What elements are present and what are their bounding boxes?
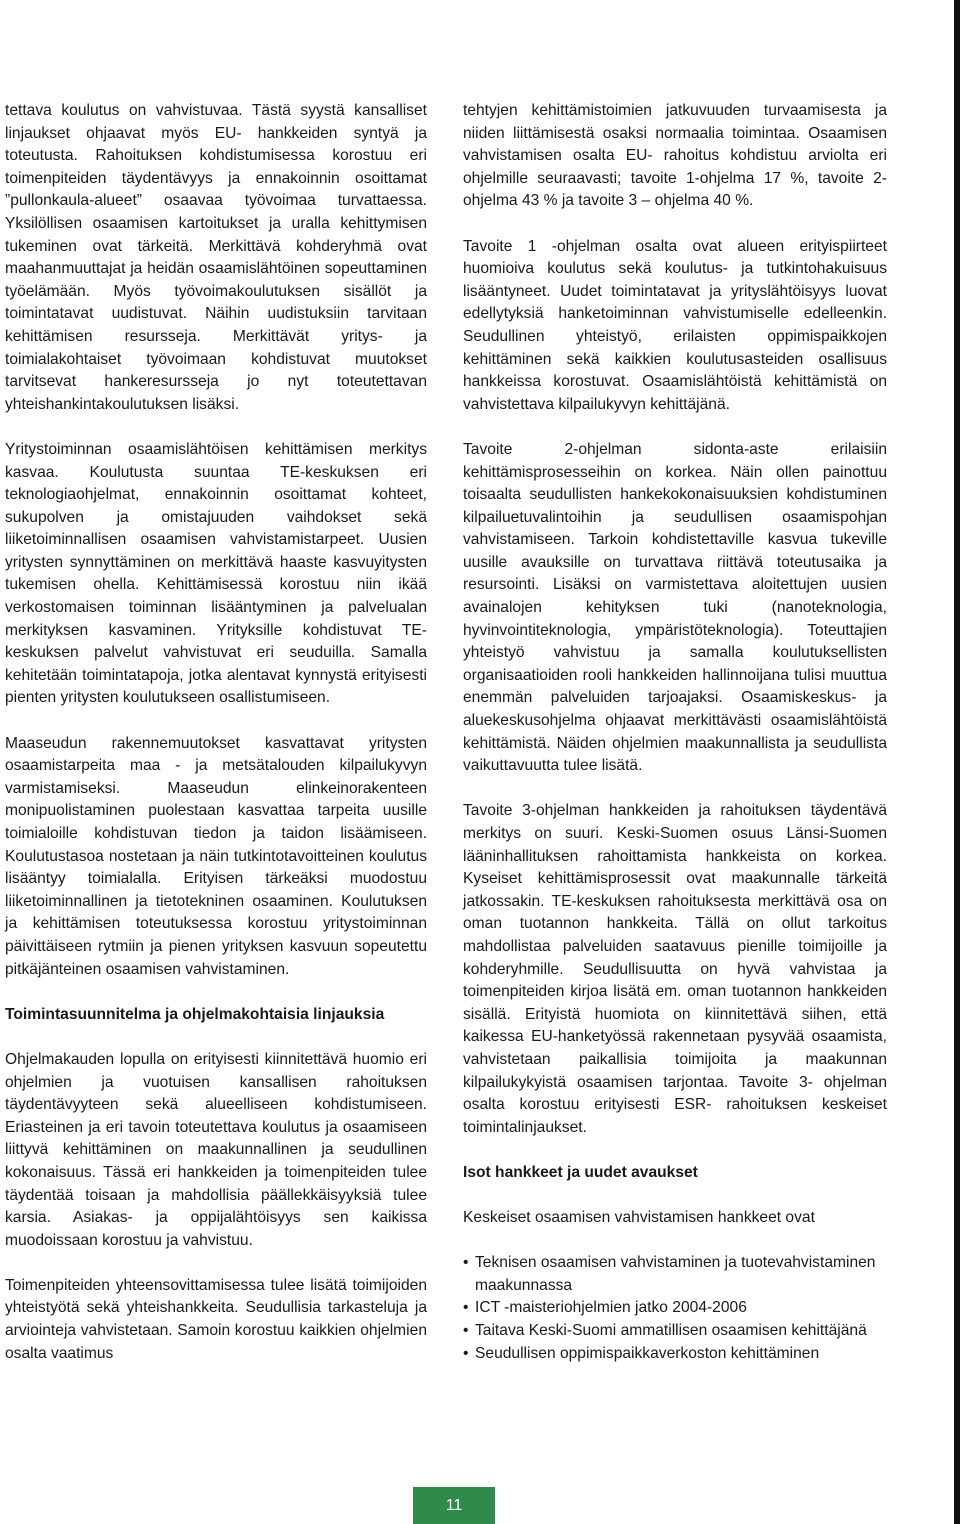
left-paragraph-1: tettava koulutus on vahvistuvaa. Tästä syystä kansalliset linjaukset ohjaavat myös EU- hankkeiden syntyä ja toteutusta. Rahoituksen kohdistumisessa korostuu eri toimenpiteiden täydentävyys ja ennakoinnin osoittamat ”pullonkaula-alueet” osaavaa työvoimaa turvattaessa. Yksilöllisen osaamisen kartoitukset ja uralla kehittymisen tukeminen ovat tärkeitä. Merkittävä kohderyhmä ovat maahanmuuttajat ja heidän osaamislähtöinen sopeuttaminen työelämään. Myös työvoimakoulutuksen sisällöt ja toimintatavat uudistuvat. Näihin uudistuksiin tarvitaan kehittämisen resursseja. Merkittävät yritys- ja toimialakohtaiset työvoimaan kohdistuvat muutokset tarvitsevat hankeresursseja jo nyt toteutettavan yhteishankintakoulutuksen lisäksi.	[5, 102, 427, 413]
list-item-text: ICT -maisteriohjelmien jatko 2004-2006	[475, 1299, 747, 1317]
list-item	[463, 1343, 887, 1366]
list-item-text: Taitava Keski-Suomi ammatillisen osaamisen kehittäjänä	[475, 1322, 867, 1340]
left-column	[5, 100, 427, 1388]
right-paragraph-2: Tavoite 1 -ohjelman osalta ovat alueen erityispiirteet huomioiva koulutus sekä koulutus- ja tutkintohakuisuus lisääntyneet. Uudet toimintatavat ja yrityslähtöisyys luovat edellytyksiä hanketoiminnan vahvistumiselle edelleenkin. Seudullinen yhteistyö, erilaisten oppimispaikkojen kehittäminen sekä kaikkien koulutusasteiden osallisuus hankkeissa korostuvat. Osaamislähtöistä kehittämistä on vahvistettava kilpailukyvyn kehittäjänä.	[463, 237, 887, 413]
right-paragraph-4: Tavoite 3-ohjelman hankkeiden ja rahoituksen täydentävä merkitys on suuri. Keski-Suomen osuus Länsi-Suomen lääninhallituksen rahoittamista hankkeista on korkea. Kyseiset kehittämisprosessit ovat maakunnalle tärkeitä jatkossakin. TE-keskuksen rahoituksesta merkittävä osa on oman tuotannon hankkeita. Tällä on ollut tarkoitus mahdollistaa palveluiden saatavuus pienille toimijoille ja kohderyhmille. Seudullisuutta on hyvä vahvistaa ja toimenpiteiden kirjoa lisätä em. oman tuotannon hankkeiden sisällä. Erityistä huomiota on kiinnitettävä siihen, että kaikessa EU-hanketyössä rakennetaan pysyvää osaamista, vahvistetaan paikallisia toimijoita ja maakunnan kilpailukykyistä osaamisen tarjontaa. Tavoite 3- ohjelman osalta korostuu erityisesti ESR- rahoituksen keskeiset toimintalinjaukset.	[463, 802, 887, 1136]
left-paragraph-5: Toimenpiteiden yhteensovittamisessa tulee lisätä toimijoiden yhteistyötä sekä yhteishankkeita. Seudullisia tarkasteluja ja arviointeja vahvistetaan. Samoin korostuu kaikkien ohjelmien osalta vaatimus	[5, 1276, 427, 1362]
bullet-icon: •	[463, 1254, 469, 1272]
bullet-icon: •	[463, 1299, 469, 1317]
section-heading-toimintasuunnitelma: Toimintasuunnitelma ja ohjelmakohtaisia linjauksia	[5, 1005, 385, 1023]
bullet-icon: •	[463, 1344, 469, 1362]
right-column	[463, 100, 887, 1365]
page-edge-bar	[954, 0, 960, 1524]
left-paragraph-2: Yritystoiminnan osaamislähtöisen kehittämisen merkitys kasvaa. Koulutusta suuntaa TE-keskuksen eri teknologiaohjelmat, ennakoinnin osoittamat kohteet, sukupolven ja omistajuuden vaihdokset sekä liiketoiminnallisen osaamisen vahvistamistarpeet. Uusien yritysten synnyttäminen on merkittävä haaste kasvuyitysten tukemisen ohella. Kehittämisessä korostuu niin ikää verkostomaisen toiminnan lisääntyminen ja palvelualan merkityksen kasvaminen. Yrityksille kohdistuvat TE-keskuksen palvelut vahvistuvat eri seuduilla. Samalla kehitetään toimintatapoja, jotka alentavat kynnystä erityisesti pienten yritysten koulutukseen osallistumiseen.	[5, 440, 427, 707]
list-item	[463, 1252, 887, 1297]
list-item	[463, 1297, 887, 1320]
project-bullet-list	[463, 1252, 887, 1365]
list-item-text: Teknisen osaamisen vahvistaminen ja tuotevahvistaminen maakunnassa	[475, 1254, 876, 1294]
section-heading-isot-hankkeet: Isot hankkeet ja uudet avaukset	[463, 1163, 698, 1181]
right-paragraph-3: Tavoite 2-ohjelman sidonta-aste erilaisiin kehittämisprosesseihin on korkea. Näin ollen painottuu toisaalta seudullisten hankekokonaisuuksien kohdistuminen kilpailuetuvalintoihin ja seudullisen osaamispohjan vahvistamiseen. Tarkoin kohdistettaville kasvua tukeville uusille avauksille on turvattava riittävä toteutusaika ja resursointi. Lisäksi on varmistettava aloitettujen uusien avainalojen kehityksen tuki (nanoteknologia, hyvinvointiteknologia, ympäristöteknologia). Toteuttajien yhteistyö vahvistuu ja samalla koulutuksellisten organisaatioiden rooli hankkeiden hallinnoijana tulisi muuttua enemmän palveluiden tarjoajaksi. Osaamiskeskus- ja aluekeskusohjelma ohjaavat merkittävästi osaamislähtöistä kehittämistä. Näiden ohjelmien maakunnallista ja seudullista vaikuttavuutta tulee lisätä.	[463, 440, 887, 775]
left-paragraph-3: Maaseudun rakennemuutokset kasvattavat yritysten osaamistarpeita maa - ja metsätalouden kilpailukyvyn varmistamiseksi. Maaseudun elinkeinorakenteen monipuolistaminen puolestaan kasvattaa tarpeita uusille toimialoille kohdistuvan tiedon ja taidon lisäämiseen. Koulutustasoa nostetaan ja näin tutkintotavoitteinen koulutus lisääntyy toimialalla. Erityisen tärkeäksi muodostuu liiketoiminnallinen ja tietotekninen osaaminen. Koulutuksen ja kehittämisen toteutuksessa korostuu yritystoiminnan päivittäiseen rytmiin ja pienen yrityksen kasvuun sopeutettu pitkäjänteinen osaamisen vahvistaminen.	[5, 734, 427, 978]
left-paragraph-4: Ohjelmakauden lopulla on erityisesti kiinnitettävä huomio eri ohjelmien ja vuotuisen kansallisen rahoituksen täydentävyyteen sekä alueelliseen kohdistumiseen. Eriasteinen ja eri tavoin toteutettava koulutus ja osaamiseen liittyvä kehittäminen on maakunnallinen ja seudullinen kokonaisuus. Tässä eri hankkeiden ja toimenpiteiden tulee täydentää toisaan ja mahdollisia päällekkäisyyksiä tulee karsia. Asiakas- ja oppijalähtöisyys sen kaikissa muodoissaan korostuu ja vahvistuu.	[5, 1050, 427, 1249]
list-item	[463, 1320, 887, 1343]
list-item-text: Seudullisen oppimispaikkaverkoston kehittäminen	[475, 1344, 820, 1362]
bullet-icon: •	[463, 1322, 469, 1340]
page-number: 11	[413, 1487, 495, 1524]
right-paragraph-5: Keskeiset osaamisen vahvistamisen hankkeet ovat	[463, 1209, 815, 1227]
right-paragraph-1: tehtyjen kehittämistoimien jatkuvuuden turvaamisesta ja niiden liittämisestä osaksi normaalia toimintaa. Osaamisen vahvistamisen osalta EU- rahoitus kohdistuu arviolta eri ohjelmille seuraavasti; tavoite 1-ohjelma 17 %, tavoite 2-ohjelma 43 % ja tavoite 3 – ohjelma 40 %.	[463, 102, 887, 210]
